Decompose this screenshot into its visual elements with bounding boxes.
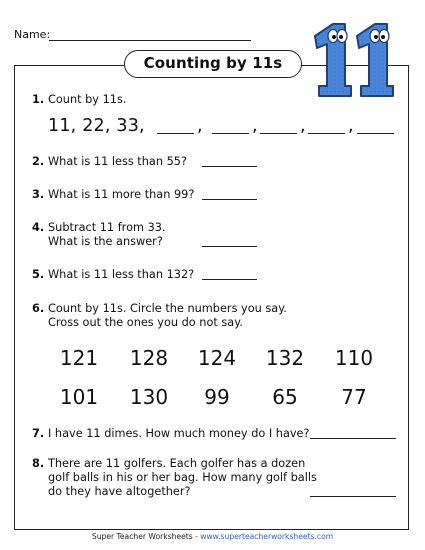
- sequence-comma: ,: [300, 116, 306, 136]
- question-3-number: 3.: [32, 188, 45, 201]
- circle-number[interactable]: 130: [129, 385, 169, 409]
- sequence-blank-4[interactable]: [308, 133, 345, 134]
- sequence-blank-3[interactable]: [260, 133, 297, 134]
- worksheet-title: Counting by 11s: [124, 50, 302, 78]
- sequence-start: 11, 22, 33,: [48, 116, 145, 136]
- question-3-text: What is 11 more than 99?: [48, 188, 195, 201]
- footer: [0, 532, 425, 541]
- name-field[interactable]: [49, 40, 251, 41]
- question-6-text-line-1: Count by 11s. Circle the numbers you say.: [48, 302, 287, 315]
- circle-number[interactable]: 65: [272, 385, 298, 409]
- circle-number[interactable]: 121: [59, 346, 99, 370]
- sequence-comma: ,: [252, 116, 258, 136]
- question-2-text: What is 11 less than 55?: [48, 155, 187, 168]
- circle-number[interactable]: 110: [334, 346, 374, 370]
- answer-blank-8[interactable]: [310, 496, 396, 497]
- sequence-blank-5[interactable]: [357, 133, 394, 134]
- number-eleven-mascot-icon: [305, 14, 403, 100]
- sequence-blank-1[interactable]: [157, 133, 194, 134]
- question-7-text: I have 11 dimes. How much money do I have?: [48, 427, 310, 440]
- circle-number[interactable]: 132: [265, 346, 305, 370]
- footer-prefix: Super Teacher Worksheets -: [91, 532, 201, 541]
- question-5-number: 5.: [32, 268, 45, 281]
- question-7-number: 7.: [32, 427, 45, 440]
- answer-blank-4[interactable]: [202, 246, 257, 247]
- question-8-text-line-1: There are 11 golfers. Each golfer has a dozen: [48, 457, 306, 470]
- question-8-text-line-3: do they have altogether?: [48, 485, 191, 498]
- circle-number[interactable]: 77: [341, 385, 367, 409]
- answer-blank-7[interactable]: [310, 438, 396, 439]
- question-1-number: 1.: [32, 93, 45, 106]
- circle-number[interactable]: 99: [204, 385, 230, 409]
- circle-number[interactable]: 101: [59, 385, 99, 409]
- question-6-number: 6.: [32, 302, 45, 315]
- answer-blank-2[interactable]: [202, 166, 257, 167]
- question-8-number: 8.: [32, 457, 45, 470]
- circle-number[interactable]: 124: [197, 346, 237, 370]
- question-4-text-line-2: What is the answer?: [48, 235, 163, 248]
- question-8-text-line-2: golf balls in his or her bag. How many golf balls: [48, 471, 317, 484]
- answer-blank-3[interactable]: [202, 199, 257, 200]
- sequence-comma: ,: [348, 116, 354, 136]
- answer-blank-5[interactable]: [202, 279, 257, 280]
- sequence-comma: ,: [197, 116, 203, 136]
- name-label: Name:: [14, 28, 51, 41]
- question-1-text: Count by 11s.: [48, 93, 127, 106]
- sequence-blank-2[interactable]: [212, 133, 249, 134]
- question-2-number: 2.: [32, 155, 45, 168]
- question-6-text-line-2: Cross out the ones you do not say.: [48, 316, 243, 329]
- question-4-number: 4.: [32, 221, 45, 234]
- footer-link[interactable]: www.superteacherworksheets.com: [200, 532, 334, 541]
- circle-number[interactable]: 128: [129, 346, 169, 370]
- question-4-text-line-1: Subtract 11 from 33.: [48, 221, 166, 234]
- question-5-text: What is 11 less than 132?: [48, 268, 195, 281]
